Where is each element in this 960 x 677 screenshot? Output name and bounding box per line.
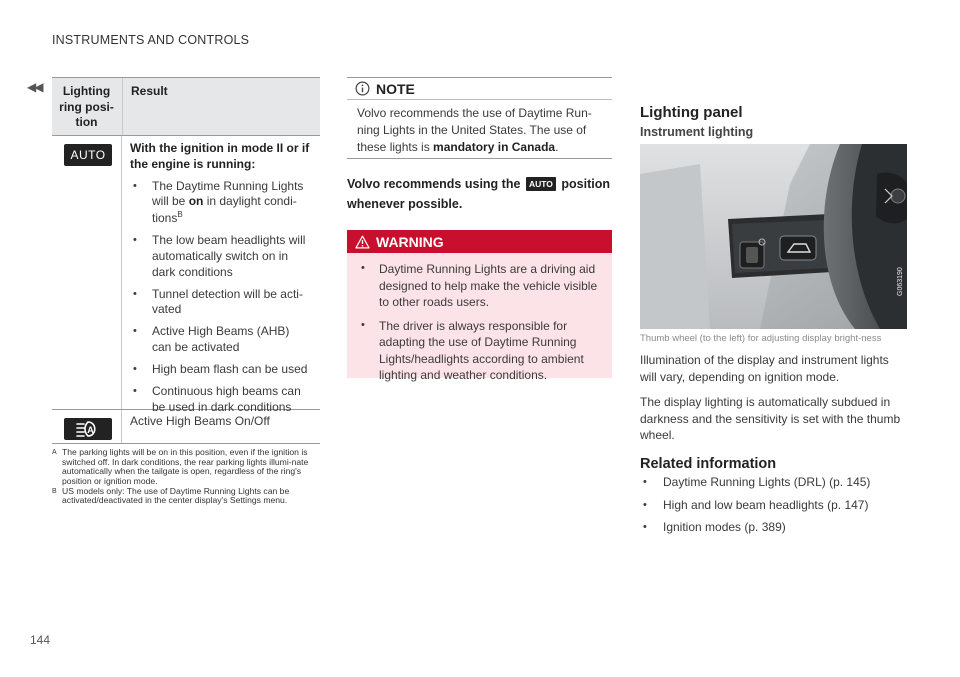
- list-item-text: Tunnel detection will be acti-vated: [152, 286, 303, 317]
- bullet: •: [361, 318, 365, 331]
- svg-text:A: A: [87, 425, 94, 435]
- list-item: [130, 324, 312, 356]
- footnote-mark: B: [52, 487, 57, 495]
- footnote-reference: B: [177, 210, 183, 220]
- related-link-text[interactable]: High and low beam headlights (p. 147): [663, 497, 869, 512]
- result-cell: [122, 136, 320, 414]
- notes-column: [347, 77, 612, 383]
- page-number: 144: [30, 633, 51, 647]
- table-row-auto: [52, 136, 320, 414]
- footnote: [52, 487, 320, 506]
- auto-result-heading: With the ignition in mode II or if the engine is running:: [130, 141, 310, 171]
- bullet: •: [643, 476, 647, 489]
- related-link-text[interactable]: Ignition modes (p. 389): [663, 520, 786, 535]
- active-high-beam-icon: [64, 418, 112, 440]
- related-information-list: [640, 475, 908, 536]
- lighting-panel-column: [640, 104, 908, 543]
- related-link[interactable]: [640, 498, 908, 514]
- bullet: •: [133, 325, 137, 338]
- recommendation-text: Volvo recommends using the: [347, 177, 521, 191]
- related-information-heading: Related information: [640, 456, 777, 473]
- bullet: •: [361, 262, 365, 274]
- paragraph: The display lighting is automatically subdued in darkness and the sensitivity is set with the thumb wheel.: [640, 394, 901, 443]
- symbol-cell: [52, 410, 122, 443]
- note-text-part: .: [555, 139, 559, 154]
- info-icon: [355, 81, 370, 96]
- bullet: •: [643, 498, 647, 511]
- related-link-text[interactable]: Daytime Running Lights (DRL) (p. 145): [663, 475, 871, 490]
- auto-symbol-inline: AUTO: [526, 177, 556, 191]
- footnotes: [52, 448, 320, 506]
- image-code: G063190: [897, 267, 904, 296]
- footnote-text: The parking lights will be on in this position, even if the ignition is switched off. In dark conditions, the rear parking lights illumi-nate automatically when the tailgate is open, regardless of the ring's position or ignition mode.: [62, 447, 309, 486]
- auto-result-list: [130, 179, 312, 416]
- note-box: [347, 77, 612, 159]
- column-header-result: Result: [122, 78, 320, 135]
- paragraph: Illumination of the display and instrument lights will vary, depending on ignition mode.: [640, 353, 889, 384]
- warning-header: [347, 230, 612, 253]
- list-item-text: Continuous high beams can be used in dark conditions: [152, 383, 301, 414]
- list-item: [130, 362, 312, 378]
- footnote-text: US models only: The use of Daytime Running Lights can be activated/deactivated in the center display's Settings menu.: [62, 485, 290, 506]
- note-header: [347, 78, 612, 100]
- auto-symbol: [64, 144, 112, 166]
- result-cell: Active High Beams On/Off: [130, 414, 270, 428]
- warning-list: [347, 253, 612, 384]
- table-header: [52, 78, 320, 136]
- bullet: •: [133, 179, 137, 192]
- list-item-text: The driver is always responsible for adapting the use of Daytime Running Lights/headlights according to ambient lighting and weather conditions.: [379, 318, 584, 383]
- footnote-mark: A: [52, 449, 57, 456]
- list-item: [130, 287, 312, 319]
- lighting-ring-table: [52, 77, 320, 444]
- bullet: •: [133, 234, 137, 247]
- note-text-emphasis: mandatory in Canada: [433, 139, 556, 154]
- warning-title: WARNING: [376, 233, 444, 250]
- related-link[interactable]: [640, 475, 908, 491]
- list-item-text: Daytime Running Lights are a driving aid designed to help make the vehicle visible to other roads users.: [379, 262, 598, 310]
- symbol-cell: [52, 136, 122, 409]
- list-item: [361, 318, 602, 384]
- list-item: [130, 384, 312, 416]
- list-item-text: in daylight condi-tions: [152, 194, 297, 226]
- note-text: [347, 100, 612, 155]
- list-item-emphasis: on: [188, 194, 204, 209]
- bullet: •: [133, 287, 137, 300]
- note-text-part: Volvo recommends the use of Daytime Run-ning Lights in the United States. The use of these lights is: [357, 106, 592, 154]
- bullet: •: [133, 362, 137, 375]
- active-high-beam-glyph: [75, 420, 101, 438]
- footnote: [52, 448, 320, 487]
- recommendation-text: position whenever possible.: [347, 177, 610, 211]
- list-item-text: High beam flash can be used: [152, 361, 308, 376]
- list-item: [361, 261, 602, 311]
- column-header-lighting-ring: Lighting ring posi-tion: [59, 84, 114, 130]
- subsection-heading: Instrument lighting: [640, 125, 754, 139]
- list-item: [130, 179, 312, 227]
- warning-triangle-icon: [355, 235, 370, 249]
- section-heading: Lighting panel: [640, 104, 743, 121]
- lighting-ring-table-column: [52, 77, 320, 506]
- bullet: •: [643, 521, 647, 534]
- bullet: •: [133, 384, 137, 397]
- note-title: NOTE: [376, 80, 415, 97]
- list-item-text: The low beam headlights will automatically switch on in dark conditions: [152, 233, 306, 279]
- instrument-lighting-photo: [640, 144, 907, 329]
- warning-box: [347, 230, 612, 383]
- photo-caption: Thumb wheel (to the left) for adjusting display bright-ness: [640, 333, 882, 344]
- list-item: [130, 233, 312, 280]
- related-link[interactable]: [640, 520, 908, 536]
- auto-symbol-label: AUTO: [70, 148, 106, 162]
- continued-marker: ◀◀: [27, 80, 42, 94]
- list-item-text: Active High Beams (AHB) can be activated: [152, 324, 290, 355]
- page-header-title: INSTRUMENTS AND CONTROLS: [52, 33, 250, 47]
- auto-recommendation: [347, 174, 612, 214]
- list-item-text: The Daytime Running Lights will be: [152, 178, 304, 209]
